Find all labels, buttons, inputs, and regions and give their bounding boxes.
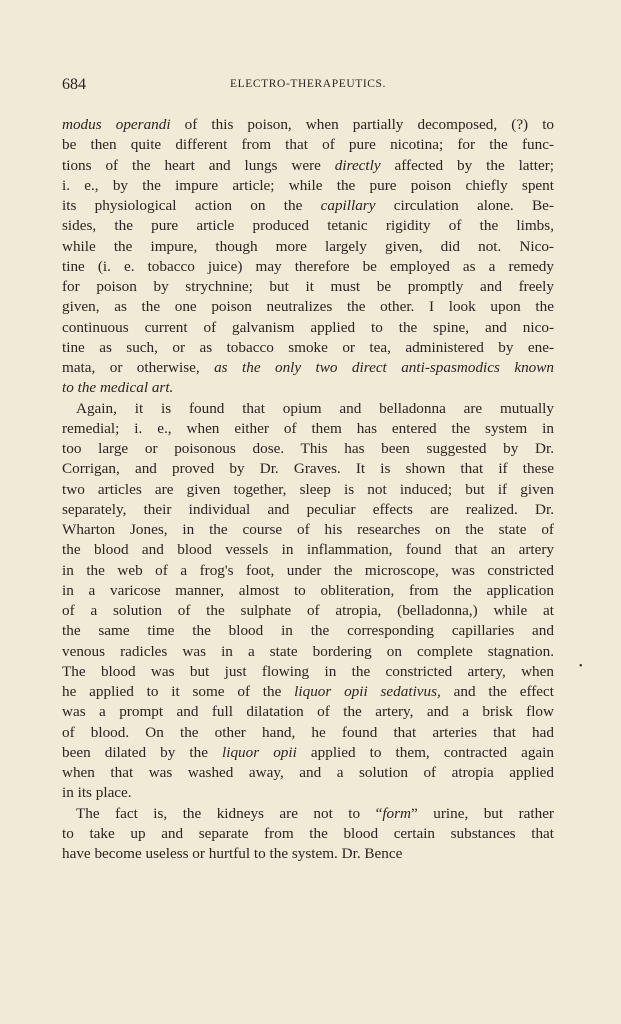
- text-line: [62, 176, 554, 196]
- text-run: Wharton Jones, in the course of his researches on the state of: [62, 521, 554, 538]
- text-run: circulation alone. Be-: [375, 197, 554, 214]
- text-run: when that was washed away, and a solution of atropia applied: [62, 764, 554, 781]
- text-run: two articles are given together, sleep is not induced; but if given: [62, 480, 554, 498]
- text-run: be then quite different from that of pure nicotina; for the func-: [62, 136, 554, 154]
- running-title: ELECTRO-THERAPEUTICS.: [230, 78, 387, 90]
- margin-mark: •: [579, 661, 583, 672]
- text-line: [62, 419, 554, 439]
- text-line: [62, 520, 554, 540]
- italic-run: form: [382, 804, 412, 822]
- text-run: The fact is, the kidneys are not to “: [76, 804, 383, 822]
- text-run: for poison by strychnine; but it must be promptly and freely: [62, 278, 554, 295]
- text-run: separately, their individual and peculiar effects are realized. Dr.: [62, 500, 554, 518]
- text-line: [62, 135, 554, 155]
- text-run: affected by the latter;: [380, 156, 555, 174]
- text-run: venous radicles was in a state bordering on complete stagnation.: [62, 642, 554, 660]
- text-line: [62, 540, 554, 560]
- text-line: [62, 561, 554, 581]
- text-run: sides, the pure article produced tetanic rigidity of the limbs,: [62, 217, 554, 235]
- text-line: [62, 804, 554, 824]
- italic-run: directly: [334, 156, 381, 174]
- italic-run: liquor opii sedativus,: [294, 683, 441, 700]
- text-line: [62, 824, 554, 844]
- text-line: [62, 399, 554, 419]
- text-line: [62, 723, 554, 743]
- text-run: The blood was but just flowing in the constricted artery, when: [62, 662, 554, 680]
- text-run: to take up and separate from the blood certain substances that: [62, 824, 554, 842]
- text-line: [62, 581, 554, 601]
- text-run: the blood and blood vessels in inflammation, found that an artery: [62, 541, 554, 559]
- text-line: [62, 257, 554, 277]
- text-line: [62, 297, 554, 317]
- italic-run: to the medical art.: [62, 379, 174, 397]
- page-number: 684: [62, 76, 86, 93]
- text-run: applied to them, contracted again: [296, 743, 554, 761]
- text-run: i. e., by the impure article; while the pure poison chiefly spent: [62, 176, 554, 194]
- text-line: [62, 642, 554, 662]
- text-line: [62, 237, 554, 257]
- text-line: [62, 459, 554, 479]
- text-line: [62, 358, 554, 378]
- text-line: [62, 662, 554, 682]
- text-run: been dilated by the: [62, 743, 223, 761]
- text-run: while the impure, though more largely given, did not. Nico-: [62, 237, 554, 255]
- text-run: was a prompt and full dilatation of the artery, and a brisk flow: [62, 703, 554, 721]
- text-run: its physiological action on the: [62, 197, 321, 214]
- text-line: [62, 439, 554, 459]
- text-line: [62, 844, 554, 864]
- text-line: [62, 763, 554, 783]
- text-line: [62, 277, 554, 297]
- text-run: tions of the heart and lungs were: [62, 156, 335, 174]
- text-line: [62, 338, 554, 358]
- text-line: [62, 156, 554, 176]
- text-run: Again, it is found that opium and belladonna are mutually: [76, 399, 554, 417]
- text-line: [62, 115, 554, 135]
- text-line: [62, 318, 554, 338]
- text-run: mata, or otherwise,: [62, 359, 215, 376]
- text-run: and the effect: [440, 683, 555, 700]
- text-run: of a solution of the sulphate of atropia, (belladonna,) while at: [62, 602, 554, 619]
- italic-run: capillary: [320, 197, 376, 214]
- text-run: in a varicose manner, almost to obliteration, from the application: [62, 581, 554, 599]
- text-run: of blood. On the other hand, he found that arteries that had: [62, 723, 554, 741]
- text-line: [62, 601, 554, 621]
- text-line: [62, 196, 554, 216]
- page-header: [62, 76, 562, 96]
- text-run: have become useless or hurtful to the system. Dr. Bence: [62, 845, 403, 862]
- italic-run: as the only two direct anti-spasmodics known: [214, 359, 554, 376]
- text-line: [62, 378, 554, 398]
- text-line: [62, 743, 554, 763]
- text-run: remedial; i. e., when either of them has entered the system in: [62, 419, 554, 437]
- text-run: ” urine, but rather: [411, 804, 554, 822]
- text-line: [62, 783, 554, 803]
- text-run: the same time the blood in the corresponding capillaries and: [62, 622, 554, 640]
- body-text: [62, 115, 554, 864]
- text-run: of this poison, when partially decomposed, (?) to: [170, 116, 555, 133]
- italic-run: modus operandi: [62, 116, 171, 133]
- text-line: [62, 216, 554, 236]
- text-run: tine as such, or as tobacco smoke or tea, administered by ene-: [62, 338, 554, 356]
- text-line: [62, 702, 554, 722]
- text-run: continuous current of galvanism applied to the spine, and nico-: [62, 318, 554, 336]
- text-line: [62, 500, 554, 520]
- text-line: [62, 682, 554, 702]
- text-run: Corrigan, and proved by Dr. Graves. It is shown that if these: [62, 460, 554, 478]
- text-run: given, as the one poison neutralizes the other. I look upon the: [62, 298, 554, 316]
- text-run: too large or poisonous dose. This has been suggested by Dr.: [62, 440, 554, 457]
- text-run: in the web of a frog's foot, under the microscope, was constricted: [62, 561, 554, 579]
- text-run: tine (i. e. tobacco juice) may therefore be employed as a remedy: [62, 257, 554, 275]
- text-run: he applied to it some of the: [62, 683, 295, 700]
- italic-run: liquor opii: [222, 743, 297, 761]
- text-line: [62, 480, 554, 500]
- text-line: [62, 621, 554, 641]
- text-run: in its place.: [62, 784, 132, 802]
